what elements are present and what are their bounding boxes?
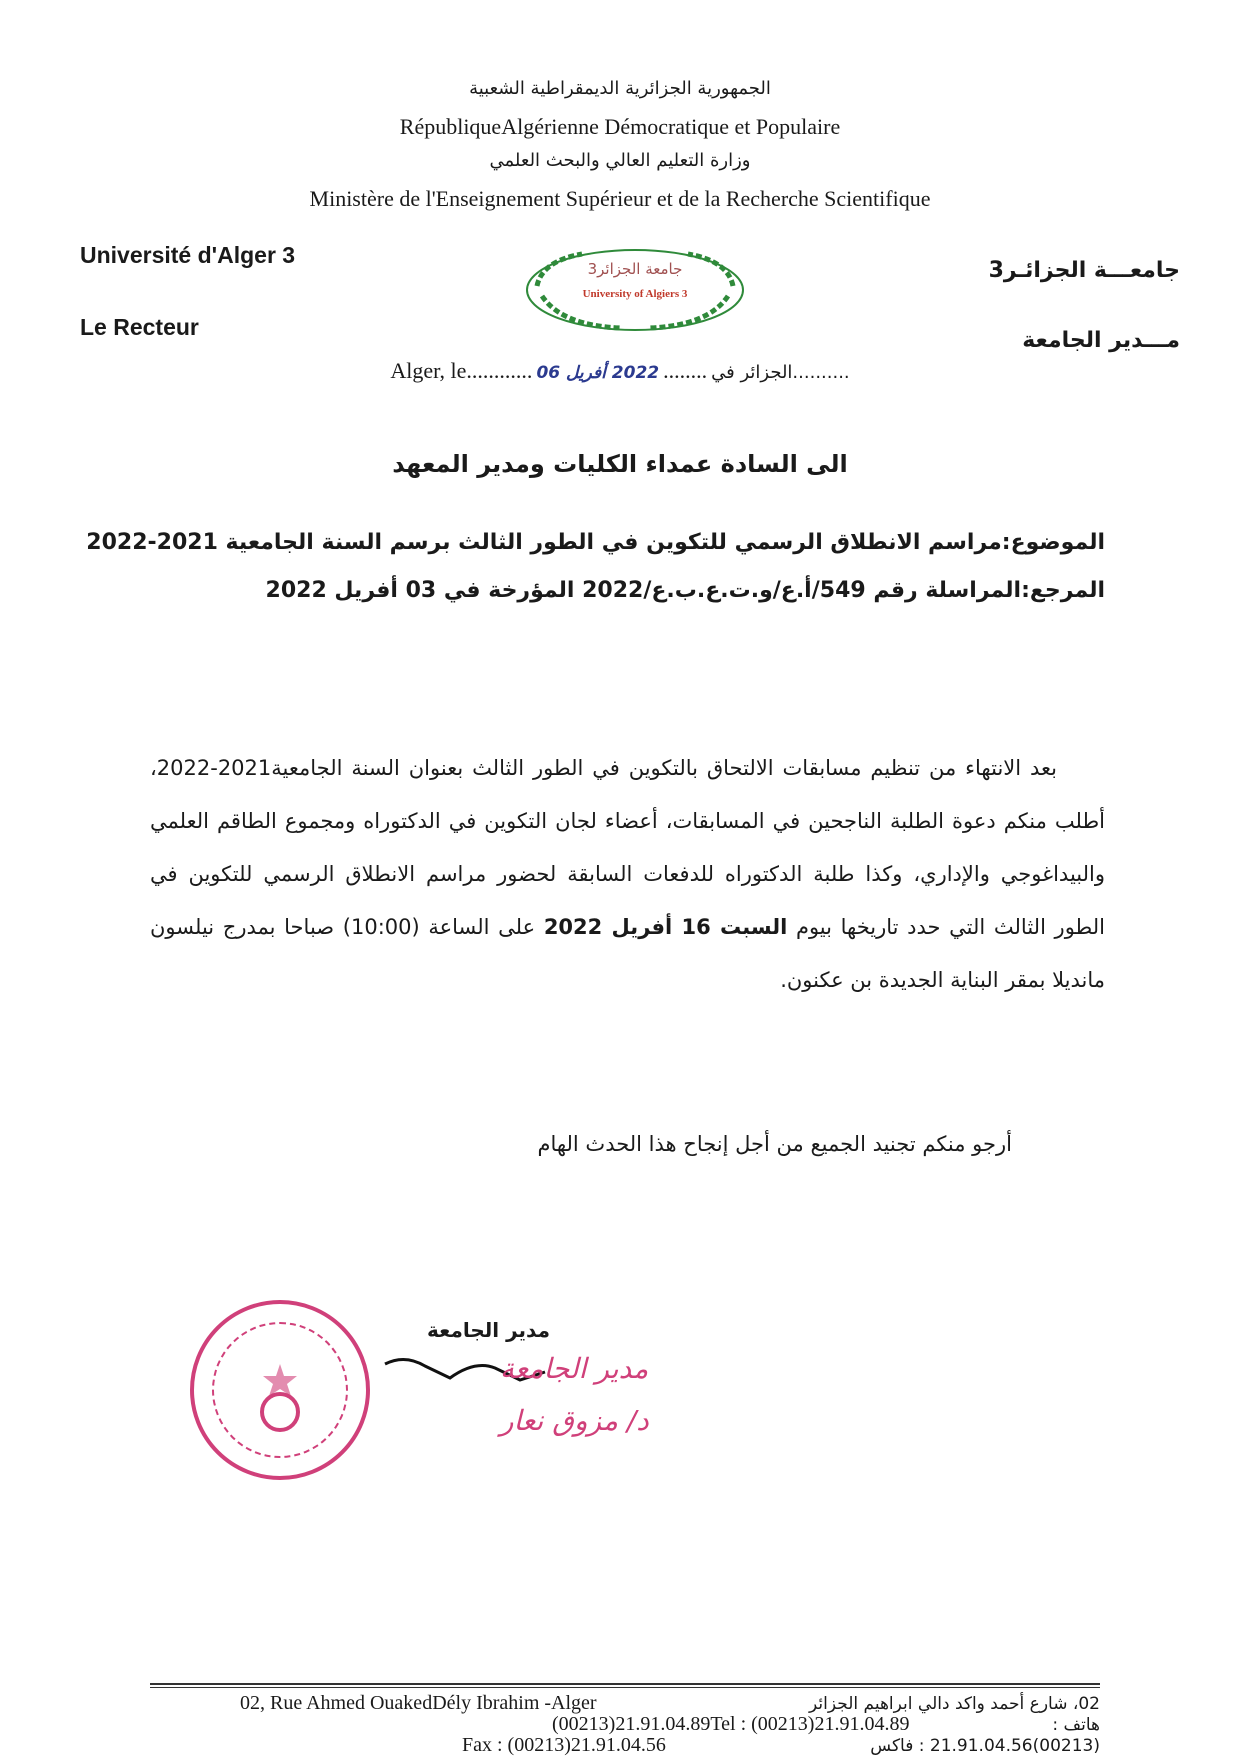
handwritten-title: مدير الجامعة: [500, 1352, 649, 1385]
university-fr: Université d'Alger 3: [80, 242, 296, 268]
ministry-fr: Ministère de l'Enseignement Supérieur et de la Recherche Scientifique: [309, 186, 931, 211]
reference: المرجع:المراسلة رقم 549/أ.ع/و.ت.ع.ب.ع/2022 المؤرخة في 03 أفريل 2022: [265, 578, 1105, 603]
date-fr-prefix: Alger, le............: [390, 358, 533, 383]
republic-ar: الجمهورية الجزائرية الديمقراطية الشعبية: [469, 78, 771, 99]
body-text-2: على الساعة (10:00) صباحا بمدرج نيلسون مانديلا بمقر البناية الجديدة بن عكنون.: [150, 915, 1105, 992]
ministry-ar: وزارة التعليم العالي والبحث العلمي: [489, 150, 751, 171]
republic-fr: RépubliqueAlgérienne Démocratique et Populaire: [399, 114, 841, 139]
logo-english: University of Algiers 3: [582, 288, 688, 300]
event-date: السبت 16 أفريل 2022: [543, 915, 788, 939]
university-ar: جامعـــة الجزائـر3: [988, 258, 1180, 283]
footer-divider-thin: [150, 1687, 1100, 1688]
date-ar-suffix: ..........الجزائر في: [711, 362, 850, 383]
fax-fr: Fax : (00213)21.91.04.56: [462, 1734, 666, 1756]
footer-divider: [150, 1683, 1100, 1685]
recipient: الى السادة عمداء الكليات ومدير المعهد: [392, 450, 848, 478]
body-paragraph: [150, 742, 1105, 1007]
star-crescent-icon: [194, 1304, 366, 1476]
address-ar: 02، شارع أحمد واكد دالي ابراهيم الجزائر: [809, 1694, 1100, 1714]
official-stamp: [190, 1300, 370, 1480]
rector-fr: Le Recteur: [80, 314, 199, 340]
footer-row-tel: [150, 1713, 1100, 1736]
subject: الموضوع:مراسم الانطلاق الرسمي للتكوين في الطور الثالث برسم السنة الجامعية 2021-2022: [86, 530, 1105, 555]
tel-ar-label: هاتف :: [1052, 1715, 1100, 1735]
rector-ar: مـــدير الجامعة: [1022, 328, 1180, 353]
date-stamp: 2022 أفريل 06: [536, 363, 660, 383]
body-text-1: بعد الانتهاء من تنظيم مسابقات الالتحاق بالتكوين في الطور الثالث بعنوان السنة الجامعية2021-2022، أطلب منكم دعوة الطلبة الناجحين في المسابقات، أعضاء لجان التكوين في الدكتوراه ومجموع الطاقم العلمي والبيداغوجي والإداري، وكذا طلبة الدكتوراه للدفعات السابقة لحضور مراسم الانطلاق الرسمي للتكوين في الطور الثالث التي حدد تاريخها بيوم: [150, 756, 1106, 939]
tel-fr: (00213)21.91.04.89Tel : (00213)21.91.04.89: [552, 1713, 910, 1735]
footer-row-address: [150, 1692, 1100, 1715]
signature-title: مدير الجامعة: [427, 1318, 550, 1342]
address-fr: 02, Rue Ahmed OuakedDély Ibrahim -Alger: [240, 1692, 597, 1714]
closing-line: أرجو منكم تجنيد الجميع من أجل إنجاح هذا الحدث الهام: [537, 1132, 1012, 1156]
university-logo: [522, 246, 748, 338]
date-line: [0, 358, 1240, 384]
handwritten-name: د/ مزوق نعار: [500, 1404, 649, 1437]
logo-arabic: جامعة الجزائر3: [587, 260, 683, 278]
fax-ar: (00213)21.91.04.56 : فاكس: [870, 1736, 1100, 1756]
date-dots: ........: [663, 358, 708, 383]
